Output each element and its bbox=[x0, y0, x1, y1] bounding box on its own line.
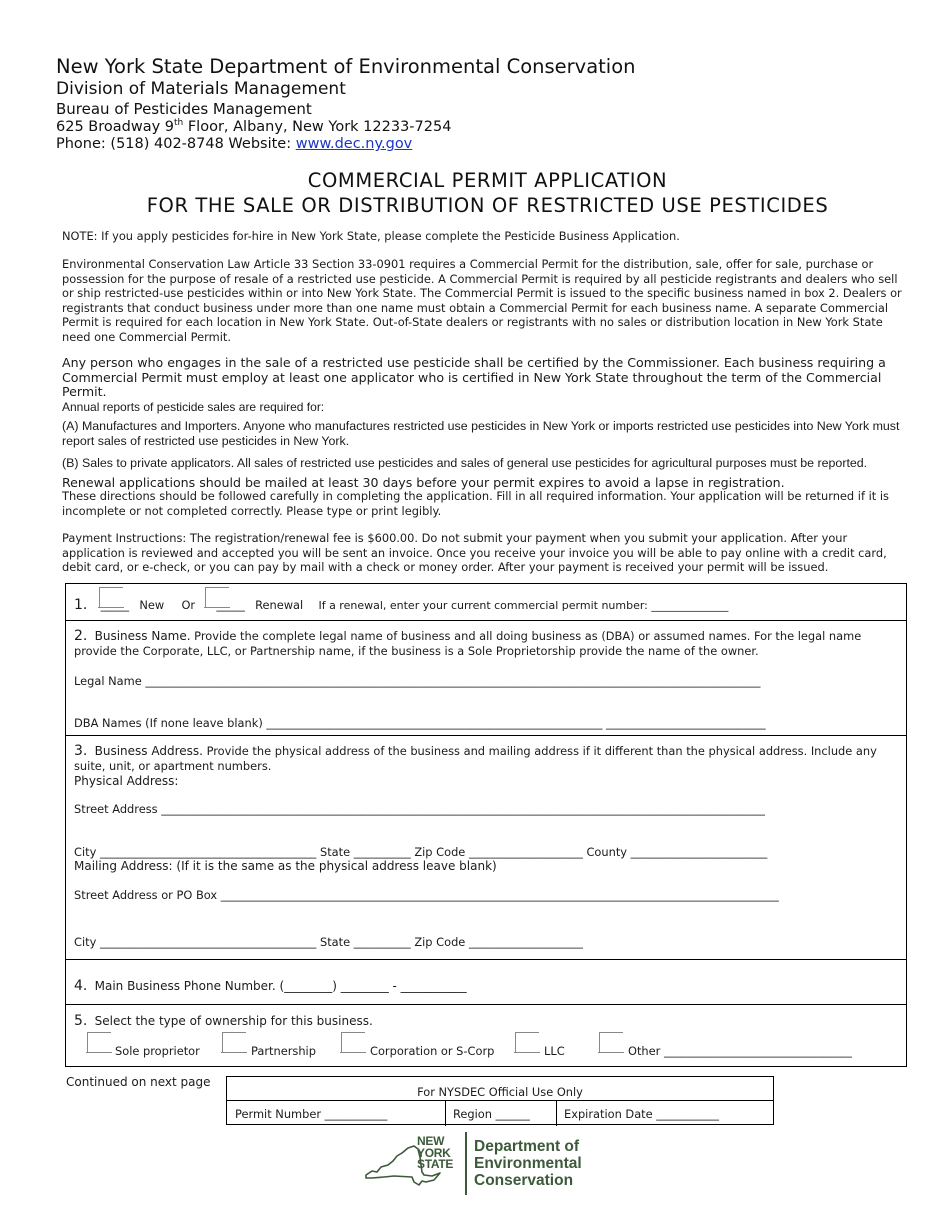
directions-paragraph: These directions should be followed carefully in completing the application. Fill in all required information. Your application will be returned if it is incomplete or not completed correctly. Please type or print legibly. bbox=[62, 489, 889, 518]
website-link[interactable]: www.dec.ny.gov bbox=[295, 136, 413, 152]
ny-state-wordmark bbox=[417, 1136, 453, 1171]
section-5-row bbox=[74, 1013, 373, 1029]
section-3-description bbox=[74, 744, 898, 773]
form-title-line1: COMMERCIAL PERMIT APPLICATION bbox=[307, 169, 668, 192]
renewal-paragraph: Renewal applications should be mailed at least 30 days before your permit expires to avoid a lapse in registration. bbox=[62, 475, 785, 490]
phone-number-field[interactable]: Main Business Phone Number. (________) ________ - ___________ bbox=[94, 979, 467, 993]
permit-number-field: Permit Number ___________ bbox=[235, 1107, 388, 1121]
official-use-box bbox=[226, 1076, 774, 1125]
partnership-label: Partnership bbox=[251, 1044, 316, 1058]
continued-note: Continued on next page bbox=[66, 1075, 211, 1089]
section-4-number: 4. bbox=[74, 978, 88, 994]
permit-number-prompt[interactable]: If a renewal, enter your current commercial permit number: ______________ bbox=[318, 599, 729, 612]
official-use-caption: For NYSDEC Official Use Only bbox=[417, 1085, 583, 1099]
ownership-prompt: Select the type of ownership for this business. bbox=[94, 1014, 373, 1028]
expiration-date-field: Expiration Date ___________ bbox=[564, 1107, 719, 1121]
mailing-address-label: Mailing Address: (If it is the same as the physical address leave blank) bbox=[74, 859, 497, 873]
corporation-label: Corporation or S-Corp bbox=[370, 1044, 495, 1058]
note-paragraph: NOTE: If you apply pesticides for-hire in New York State, please complete the Pesticide Business Application. bbox=[62, 229, 680, 243]
section-3-number: 3. bbox=[74, 743, 88, 759]
section-1-permit-type bbox=[65, 583, 907, 621]
official-divider-2 bbox=[556, 1101, 557, 1126]
official-use-row bbox=[227, 1100, 773, 1126]
law-paragraph: Environmental Conservation Law Article 33 Section 33-0901 requires a Commercial Permit for the distribution, sale, offer for sale, purchase or possession for the purpose of resale of a restricted use pesticide. A Commercial Permit is required by all pesticide registrants and dealers who sell or ship restricted-use pesticides within or into New York State. The Commercial Permit is issued to the specific business named in box 2. Dealers or registrants that conduct business under more than one name must obtain a Commercial Permit for each business name. A separate Commercial Permit is required for each location in New York State. Out-of-State dealers or registrants with no sales or distribution location in New York State need one Commercial Permit. bbox=[62, 257, 902, 344]
contact-line bbox=[56, 136, 412, 152]
annual-reports-item-b: (B) Sales to private applicators. All sales of restricted use pesticides and sales of general use pesticides for agricultural purposes must be reported. bbox=[62, 456, 868, 470]
sole-proprietor-checkbox[interactable] bbox=[87, 1032, 111, 1052]
other-field[interactable]: Other _________________________________ bbox=[628, 1044, 852, 1058]
section-1-number: 1. bbox=[74, 597, 88, 613]
region-field: Region ______ bbox=[453, 1107, 530, 1121]
other-checkbox[interactable] bbox=[599, 1032, 623, 1052]
new-checkbox[interactable] bbox=[99, 587, 123, 607]
sole-proprietor-label: Sole proprietor bbox=[115, 1044, 200, 1058]
street-po-box-field[interactable]: Street Address or PO Box __________________________________________________________________________________________________ bbox=[74, 888, 779, 902]
division-name: Division of Materials Management bbox=[56, 79, 346, 99]
dec-logo-line3: Conservation bbox=[474, 1172, 574, 1189]
or-label: Or bbox=[181, 598, 196, 612]
corporation-checkbox[interactable] bbox=[341, 1032, 365, 1052]
section-5-ownership bbox=[65, 1004, 907, 1067]
llc-checkbox[interactable] bbox=[515, 1032, 539, 1052]
section-2-description bbox=[74, 629, 898, 658]
section-5-number: 5. bbox=[74, 1013, 88, 1029]
llc-label: LLC bbox=[544, 1044, 565, 1058]
dec-logo-line1: Department of bbox=[474, 1138, 580, 1155]
section-2-number: 2. bbox=[74, 628, 88, 644]
new-blank: _____ bbox=[100, 598, 130, 612]
renewal-blank: _____ bbox=[216, 598, 245, 612]
section-4-row bbox=[74, 978, 467, 994]
section-3-text: Provide the physical address of the business and mailing address if it different than the physical address. Include any suite, unit, or apartment numbers. bbox=[74, 744, 877, 773]
section-2-heading: Business Name. bbox=[94, 629, 191, 643]
ny-wordmark-line2: YORK bbox=[417, 1145, 451, 1160]
payment-paragraph: Payment Instructions: The registration/renewal fee is $600.00. Do not submit your payment when you submit your application. After your application is reviewed and accepted you will be sent an invoice. Once you receive your invoice you will be able to pay online with a credit card, debit card, or e-check, or you can pay by mail with a check or money order. After your payment is received your permit will be issued. bbox=[62, 531, 887, 575]
bureau-name: Bureau of Pesticides Management bbox=[56, 100, 312, 118]
annual-reports-item-a: (A) Manufactures and Importers. Anyone who manufactures restricted use pesticides in New York or imports restricted use pesticides into New York must report sales of restricted use pesticides in New York. bbox=[62, 419, 900, 448]
renewal-label: Renewal bbox=[255, 598, 304, 612]
section-3-business-address bbox=[65, 735, 907, 960]
form-title-line2: FOR THE SALE OR DISTRIBUTION OF RESTRICTED USE PESTICIDES bbox=[146, 194, 829, 217]
renewal-checkbox[interactable] bbox=[205, 587, 229, 607]
ny-wordmark-line3: STATE bbox=[417, 1157, 454, 1171]
section-3-heading: Business Address. bbox=[94, 744, 203, 758]
section-2-text: Provide the complete legal name of business and all doing business as (DBA) or assumed names. For the legal name provide the Corporate, LLC, or Partnership name, if the business is a Sole Proprietorship provide the name of the owner. bbox=[74, 629, 862, 658]
agency-name: New York State Department of Environmental Conservation bbox=[56, 55, 636, 78]
address-part-b: Floor, Albany, New York 12233-7254 bbox=[183, 118, 452, 135]
address-superscript: th bbox=[174, 118, 184, 128]
street-address-field[interactable]: Street Address __________________________________________________________________________________________________________ bbox=[74, 802, 765, 816]
dec-logo-line2: Environmental bbox=[474, 1155, 582, 1172]
phone-label: Phone: (518) 402-8748 Website: bbox=[56, 136, 296, 152]
certification-paragraph: Any person who engages in the sale of a restricted use pesticide shall be certified by the Commissioner. Each business requiring a Commercial Permit must employ at least one applicator who is certified in New York State throughout the term of the Commercial Permit. bbox=[62, 355, 886, 400]
ny-wordmark-line1: NEW bbox=[417, 1134, 445, 1148]
official-divider-1 bbox=[445, 1101, 446, 1126]
dec-logo-text bbox=[474, 1138, 582, 1189]
mailing-address bbox=[56, 118, 451, 135]
section-4-phone bbox=[65, 959, 907, 1005]
physical-city-state-zip-county[interactable]: City ______________________________________ State __________ Zip Code ____________________ County ________________________ bbox=[74, 845, 768, 859]
physical-address-label: Physical Address: bbox=[74, 774, 179, 788]
legal-name-field[interactable]: Legal Name ____________________________________________________________________________________________________________ bbox=[74, 674, 761, 688]
dba-names-field[interactable]: DBA Names (If none leave blank) ___________________________________________________________ ____________________________ bbox=[74, 716, 766, 730]
partnership-checkbox[interactable] bbox=[222, 1032, 246, 1052]
logo-divider bbox=[465, 1132, 467, 1195]
mailing-city-state-zip[interactable]: City ______________________________________ State __________ Zip Code ____________________ bbox=[74, 935, 583, 949]
new-label: New bbox=[139, 598, 165, 612]
section-1-row bbox=[74, 597, 728, 613]
annual-reports-heading: Annual reports of pesticide sales are required for: bbox=[62, 400, 325, 414]
section-2-business-name bbox=[65, 620, 907, 736]
address-part-a: 625 Broadway 9 bbox=[56, 118, 174, 135]
